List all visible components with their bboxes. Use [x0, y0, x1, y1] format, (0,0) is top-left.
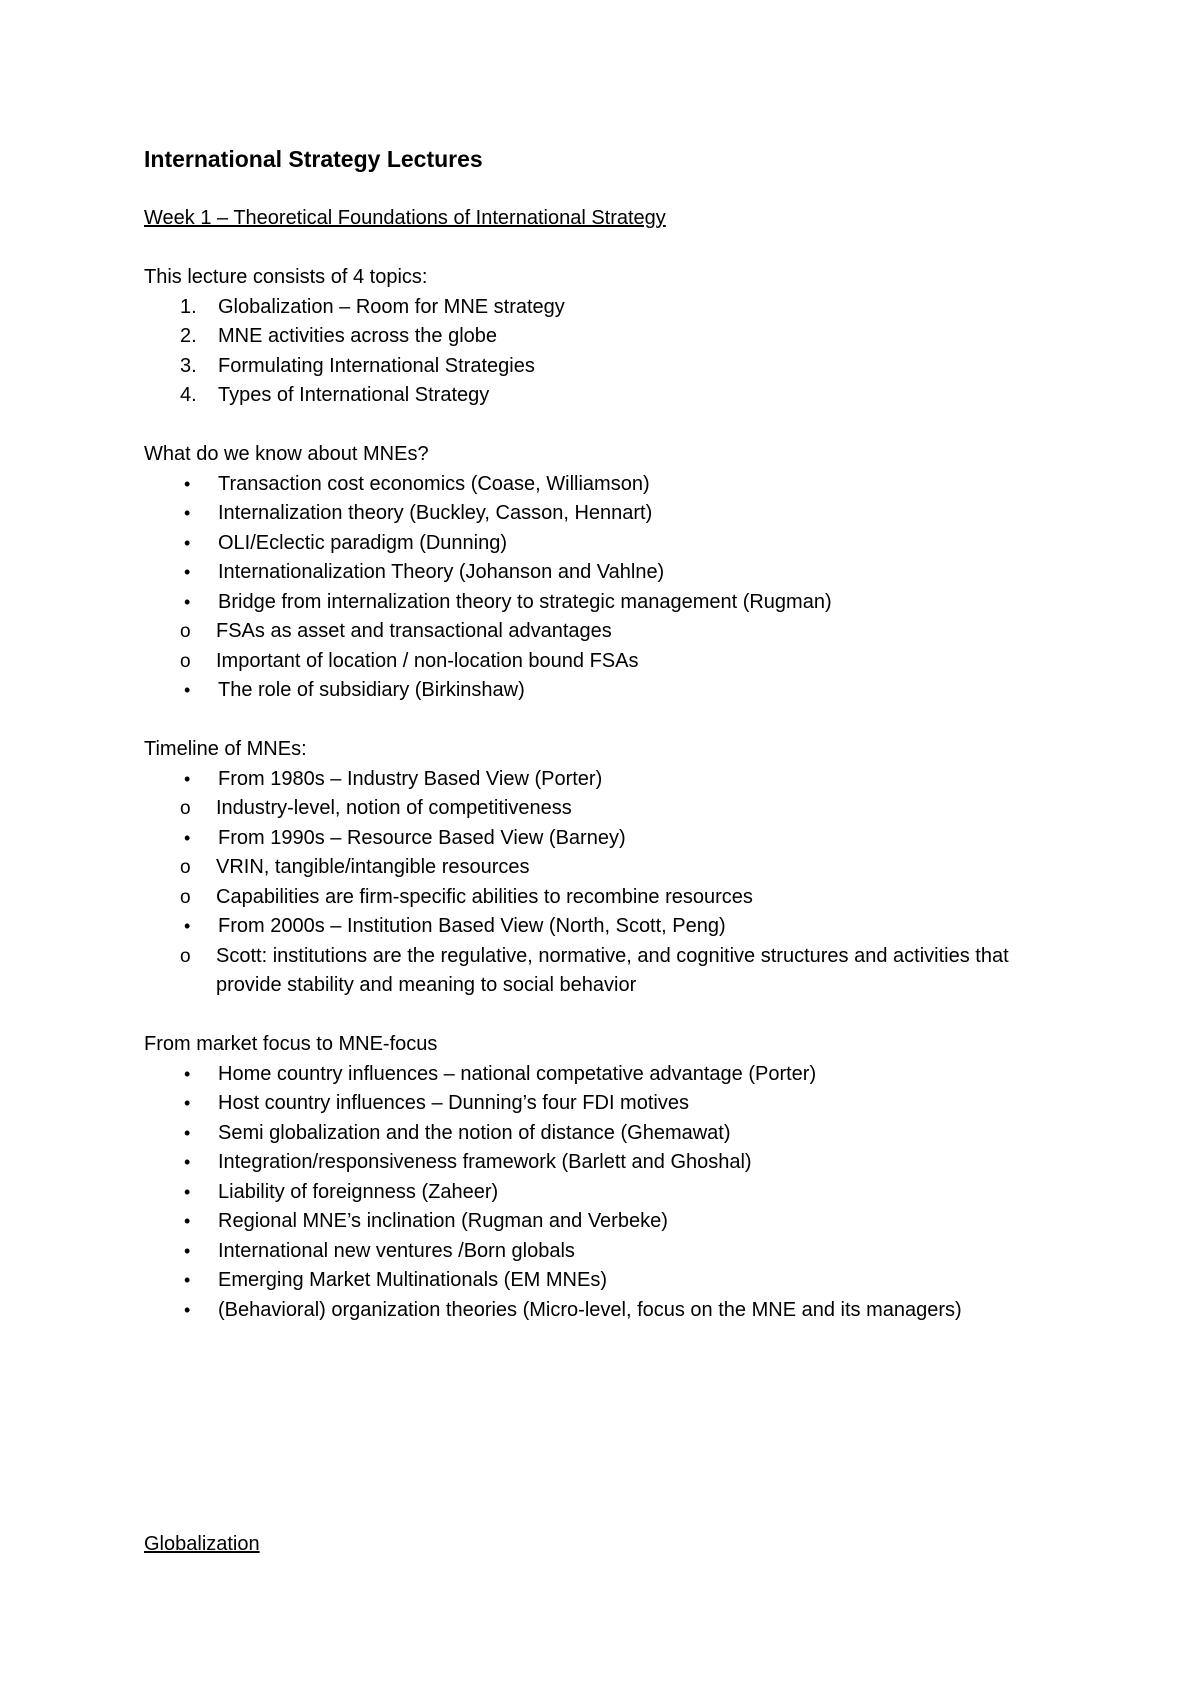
sub-list-item: [70, 617, 1064, 647]
bullet-icon: •: [184, 473, 191, 494]
item-text: Internalization theory (Buckley, Casson, Hennart): [218, 502, 653, 524]
intro-text: This lecture consists of 4 topics:: [144, 266, 428, 288]
list-item: [144, 470, 1064, 500]
spacer: [144, 411, 1064, 441]
item-text: Regional MNE’s inclination (Rugman and Verbeke): [218, 1210, 668, 1232]
topics-list: [144, 293, 1064, 411]
list-number: 3.: [180, 354, 197, 377]
list-item: [144, 529, 1064, 559]
section-heading-timeline: Timeline of MNEs:: [144, 738, 307, 760]
sub-bullet-icon: o: [180, 945, 191, 967]
sub-item-text: Industry-level, notion of competitiveness: [216, 797, 572, 819]
item-text: Liability of foreignness (Zaheer): [218, 1180, 499, 1203]
spacer: [144, 706, 1064, 736]
item-text: (Behavioral) organization theories (Micro-level, focus on the MNE and its managers): [218, 1298, 962, 1321]
spacer: [144, 175, 1064, 205]
sub-list-item: [70, 647, 1064, 677]
list-item: [144, 824, 1064, 854]
item-text: The role of subsidiary (Birkinshaw): [218, 679, 525, 701]
bullet-icon: •: [184, 1270, 191, 1290]
week-heading: Week 1 – Theoretical Foundations of International Strategy: [144, 207, 666, 229]
list-item: [144, 1207, 1064, 1237]
sub-bullet-icon: o: [180, 798, 191, 819]
bullet-icon: •: [184, 1122, 191, 1143]
topic-text: Types of International Strategy: [218, 384, 490, 406]
item-text: Home country influences – national competative advantage (Porter): [218, 1062, 817, 1085]
list-number: 1.: [180, 295, 197, 318]
item-text: From 2000s – Institution Based View (North, Scott, Peng): [218, 915, 726, 937]
sub-item-text: Scott: institutions are the regulative, normative, and cognitive structures and activities that provide stability and meaning to social behavior: [216, 944, 1009, 996]
bullet-icon: •: [184, 1181, 191, 1202]
list-item: [144, 676, 1064, 706]
bullet-icon: •: [184, 562, 191, 582]
list-item: [144, 1266, 1064, 1296]
focus-list: [144, 1060, 1064, 1326]
sub-item-text: FSAs as asset and transactional advantages: [216, 620, 612, 642]
list-item: [144, 765, 1064, 795]
bullet-icon: •: [184, 1093, 191, 1113]
item-text: Bridge from internalization theory to strategic management (Rugman): [218, 590, 832, 613]
topic-text: MNE activities across the globe: [218, 325, 498, 347]
sub-bullet-icon: o: [180, 886, 191, 908]
bullet-icon: •: [184, 827, 191, 848]
item-text: Host country influences – Dunning’s four FDI motives: [218, 1092, 689, 1114]
list-item: [144, 912, 1064, 942]
bullet-icon: •: [184, 1240, 191, 1261]
bullet-icon: •: [184, 591, 191, 612]
list-item: [144, 1089, 1064, 1119]
sub-list-item: [70, 794, 1064, 824]
item-text: Integration/responsiveness framework (Barlett and Ghoshal): [218, 1151, 752, 1173]
list-item: [144, 1296, 1064, 1326]
topic-text: Formulating International Strategies: [218, 354, 535, 377]
sub-list-item: [70, 883, 1064, 913]
list-number: 2.: [180, 325, 197, 347]
item-text: OLI/Eclectic paradigm (Dunning): [218, 531, 508, 554]
next-section-heading: Globalization: [144, 1533, 260, 1555]
timeline-list: [144, 765, 1064, 1001]
item-text: Semi globalization and the notion of distance (Ghemawat): [218, 1121, 731, 1144]
document-title: International Strategy Lectures: [144, 146, 483, 172]
section-heading-focus: From market focus to MNE-focus: [144, 1033, 438, 1055]
item-text: International new ventures /Born globals: [218, 1239, 575, 1262]
bullet-icon: •: [184, 768, 191, 789]
list-item: [144, 1060, 1064, 1090]
sub-item-text: VRIN, tangible/intangible resources: [216, 856, 530, 878]
document-body: [144, 145, 1064, 1325]
list-item: [144, 588, 1064, 618]
topic-text: Globalization – Room for MNE strategy: [218, 295, 565, 318]
list-number: 4.: [180, 384, 197, 406]
bullet-icon: •: [184, 680, 191, 700]
item-text: From 1980s – Industry Based View (Porter): [218, 767, 603, 790]
sub-list-item: [70, 942, 1064, 1001]
item-text: From 1990s – Resource Based View (Barney): [218, 826, 626, 849]
bullet-icon: •: [184, 916, 191, 936]
sub-item-text: Capabilities are firm-specific abilities to recombine resources: [216, 885, 753, 908]
sub-bullet-icon: o: [180, 621, 191, 642]
bullet-icon: •: [184, 1211, 191, 1231]
sub-bullet-icon: o: [180, 857, 191, 878]
list-item: [144, 352, 1064, 382]
know-list: [144, 470, 1064, 706]
bullet-icon: •: [184, 1063, 191, 1084]
list-item: [144, 381, 1064, 411]
list-item: [144, 1237, 1064, 1267]
list-item: [144, 1119, 1064, 1149]
item-text: Emerging Market Multinationals (EM MNEs): [218, 1269, 607, 1291]
bullet-icon: •: [184, 532, 191, 553]
sub-bullet-icon: o: [180, 650, 191, 672]
bullet-icon: •: [184, 1152, 191, 1172]
spacer: [144, 1001, 1064, 1031]
list-item: [144, 558, 1064, 588]
list-item: [144, 499, 1064, 529]
list-item: [144, 322, 1064, 352]
spacer: [144, 234, 1064, 264]
list-item: [144, 293, 1064, 323]
item-text: Internationalization Theory (Johanson and Vahlne): [218, 561, 665, 583]
sub-list-item: [70, 853, 1064, 883]
list-item: [144, 1148, 1064, 1178]
section-heading-know: What do we know about MNEs?: [144, 443, 429, 465]
sub-item-text: Important of location / non-location bound FSAs: [216, 649, 639, 672]
bullet-icon: •: [184, 503, 191, 523]
item-text: Transaction cost economics (Coase, Williamson): [218, 472, 650, 495]
list-item: [144, 1178, 1064, 1208]
bullet-icon: •: [184, 1299, 191, 1320]
